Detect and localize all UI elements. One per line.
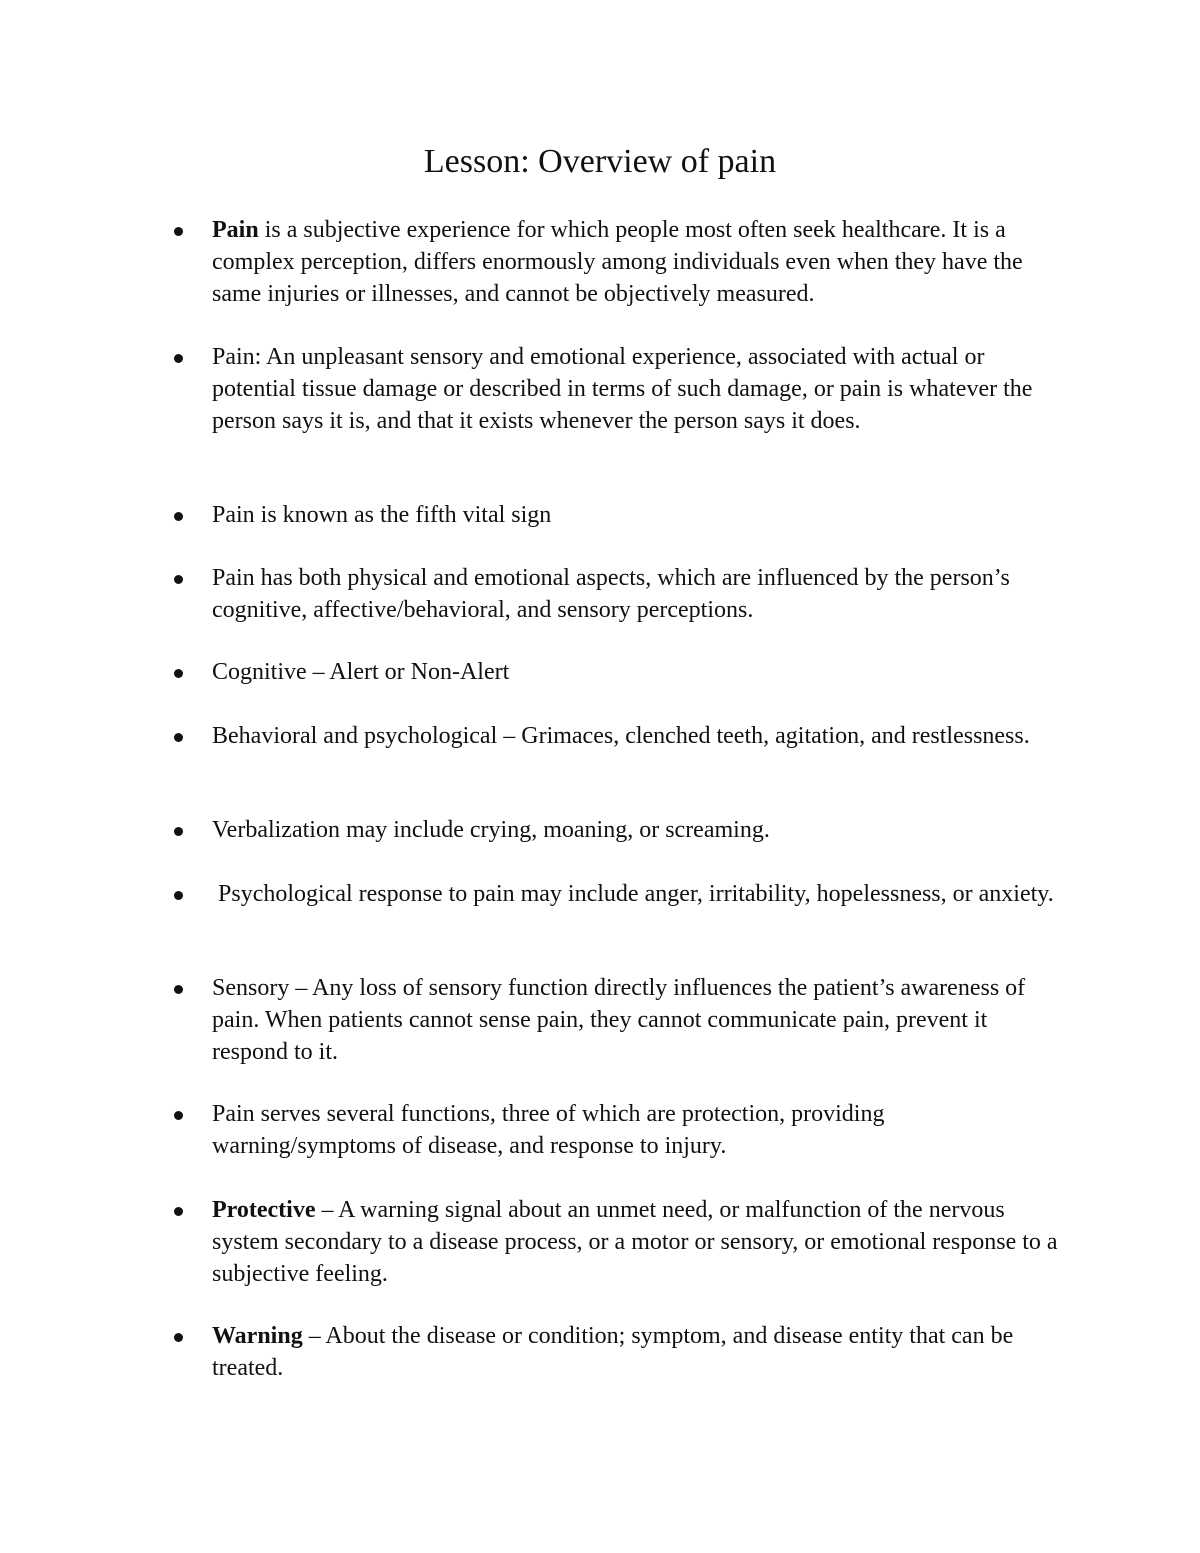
bullet-icon [174, 1207, 183, 1216]
list-item-text: Warning – About the disease or condition; symptom, and disease entity that can be treated. [212, 1323, 1014, 1381]
bullet-icon [174, 575, 183, 584]
bullet-icon [174, 1333, 183, 1342]
bullet-icon [174, 669, 183, 678]
bullet-icon [174, 227, 183, 236]
list-item-text: Pain has both physical and emotional aspects, which are influenced by the person’s cognitive, affective/behavioral, and sensory perceptions. [212, 565, 1010, 623]
bullet-icon [174, 891, 183, 900]
lead-term: Protective [212, 1197, 316, 1223]
list-item [168, 1098, 1068, 1162]
list-item [168, 720, 1068, 752]
bullet-icon [174, 512, 183, 521]
page-title: Lesson: Overview of pain [423, 143, 777, 180]
lead-term: Warning [212, 1323, 303, 1349]
list-item-text: Verbalization may include crying, moaning, or screaming. [212, 817, 770, 843]
list-item-text: Pain serves several functions, three of which are protection, providing warning/symptoms of disease, and response to injury. [212, 1101, 885, 1159]
list-item-text: Pain is known as the fifth vital sign [212, 502, 552, 528]
list-item [168, 878, 1068, 910]
list-item-text: Psychological response to pain may include anger, irritability, hopelessness, or anxiety. [218, 881, 1054, 907]
list-item [168, 656, 1068, 688]
list-item-text: Behavioral and psychological – Grimaces, clenched teeth, agitation, and restlessness. [212, 723, 1030, 749]
bullet-icon [174, 733, 183, 742]
list-item-text: Pain: An unpleasant sensory and emotional experience, associated with actual or potential tissue damage or described in terms of such damage, or pain is whatever the person says it is, and that it exists whenever the person says it does. [212, 344, 1033, 434]
list-item [168, 562, 1068, 626]
list-item [168, 972, 1068, 1068]
lead-term: Pain [212, 217, 259, 243]
list-item [168, 1194, 1068, 1290]
list-item [168, 499, 1068, 531]
list-item [168, 1320, 1068, 1384]
list-item [168, 341, 1068, 437]
list-item-text: Sensory – Any loss of sensory function directly influences the patient’s awareness of pain. When patients cannot sense pain, they cannot communicate pain, prevent it respond to it. [212, 975, 1026, 1065]
bullet-icon [174, 985, 183, 994]
list-item [168, 214, 1068, 310]
list-item-text: Protective – A warning signal about an unmet need, or malfunction of the nervous system secondary to a disease process, or a motor or sensory, or emotional response to a subjective feeling. [212, 1197, 1058, 1287]
bullet-icon [174, 1111, 183, 1120]
bullet-icon [174, 827, 183, 836]
list-item-text: Pain is a subjective experience for which people most often seek healthcare. It is a complex perception, differs enormously among individuals even when they have the same injuries or illnesses, and cannot be objectively measured. [212, 217, 1023, 307]
bullet-icon [174, 354, 183, 363]
list-item-text: Cognitive – Alert or Non-Alert [212, 659, 510, 685]
list-item [168, 814, 1068, 846]
